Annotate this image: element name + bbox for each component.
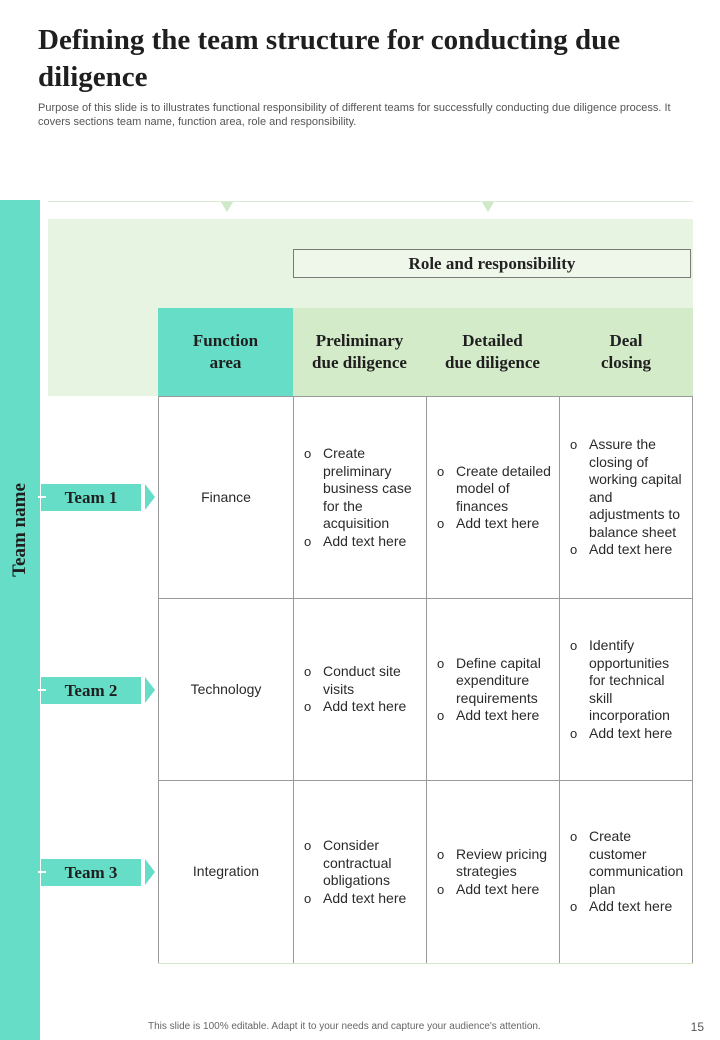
- header-deal-closing: Deal closing: [559, 308, 693, 396]
- list-item: o Conduct site visits: [304, 663, 420, 698]
- team-name-label: Team name: [9, 483, 30, 577]
- list-item: o Add text here: [437, 707, 553, 725]
- footer-note: This slide is 100% editable. Adapt it to your needs and capture your audience's attention.: [148, 1021, 541, 1032]
- deal-closing-cell: [560, 781, 693, 963]
- list-item: o Add text here: [437, 881, 553, 899]
- list-item: o Assure the closing of working capital and adjustments to balance sheet: [570, 436, 687, 541]
- list-item: o Create detailed model of finances: [437, 463, 553, 516]
- arrow-right-icon: [145, 859, 155, 885]
- page-number: 15: [690, 1020, 704, 1034]
- header-preliminary: Preliminary due diligence: [293, 308, 426, 396]
- detailed-cell: [427, 397, 559, 598]
- preliminary-cell: [294, 397, 426, 598]
- arrow-right-icon: [145, 484, 155, 510]
- list-item: o Add text here: [304, 698, 420, 716]
- arrow-right-icon: [145, 677, 155, 703]
- list-item: o Identify opportunities for technical skill incorporation: [570, 637, 687, 725]
- list-item: o Add text here: [570, 541, 687, 559]
- list-item: o Add text here: [570, 898, 687, 916]
- list-item: o Create preliminary business case for the acquisition: [304, 445, 420, 533]
- list-item: o Add text here: [304, 890, 420, 908]
- function-cell: Finance: [201, 488, 251, 505]
- preliminary-cell: [294, 599, 426, 780]
- function-cell: Technology: [190, 680, 262, 697]
- page-subtitle: Purpose of this slide is to illustrates functional responsibility of different teams for successfully conducting due diligence process. It covers sections team name, function area, role and responsibility.: [38, 102, 671, 128]
- list-item: o Add text here: [570, 725, 687, 743]
- function-cell: Integration: [192, 863, 260, 880]
- detailed-cell: [427, 599, 559, 780]
- list-item: o Add text here: [304, 533, 420, 551]
- team-1-label: Team 1: [41, 484, 141, 511]
- header-function-area: Function area: [158, 308, 293, 396]
- top-divider: [48, 201, 693, 202]
- header-detailed: Detailed due diligence: [426, 308, 559, 396]
- team-name-bar: [0, 200, 40, 1040]
- connector-dot-icon: [36, 867, 48, 877]
- page-title: Defining the team structure for conducting due diligence: [38, 24, 621, 93]
- detailed-cell: [427, 781, 559, 963]
- preliminary-cell: [294, 781, 426, 963]
- list-item: o Create customer communication plan: [570, 828, 687, 898]
- list-item: o Review pricing strategies: [437, 846, 553, 881]
- list-item: o Define capital expenditure requirements: [437, 655, 553, 708]
- down-triangle-icon: [482, 202, 494, 212]
- list-item: o Consider contractual obligations: [304, 837, 420, 890]
- list-item: o Add text here: [437, 515, 553, 533]
- connector-dot-icon: [36, 685, 48, 695]
- role-responsibility-header: Role and responsibility: [293, 249, 691, 278]
- team-2-label: Team 2: [41, 677, 141, 704]
- deal-closing-cell: [560, 397, 693, 598]
- connector-dot-icon: [36, 492, 48, 502]
- down-triangle-icon: [221, 202, 233, 212]
- grid-line: [158, 963, 693, 964]
- deal-closing-cell: [560, 599, 693, 780]
- team-3-label: Team 3: [41, 859, 141, 886]
